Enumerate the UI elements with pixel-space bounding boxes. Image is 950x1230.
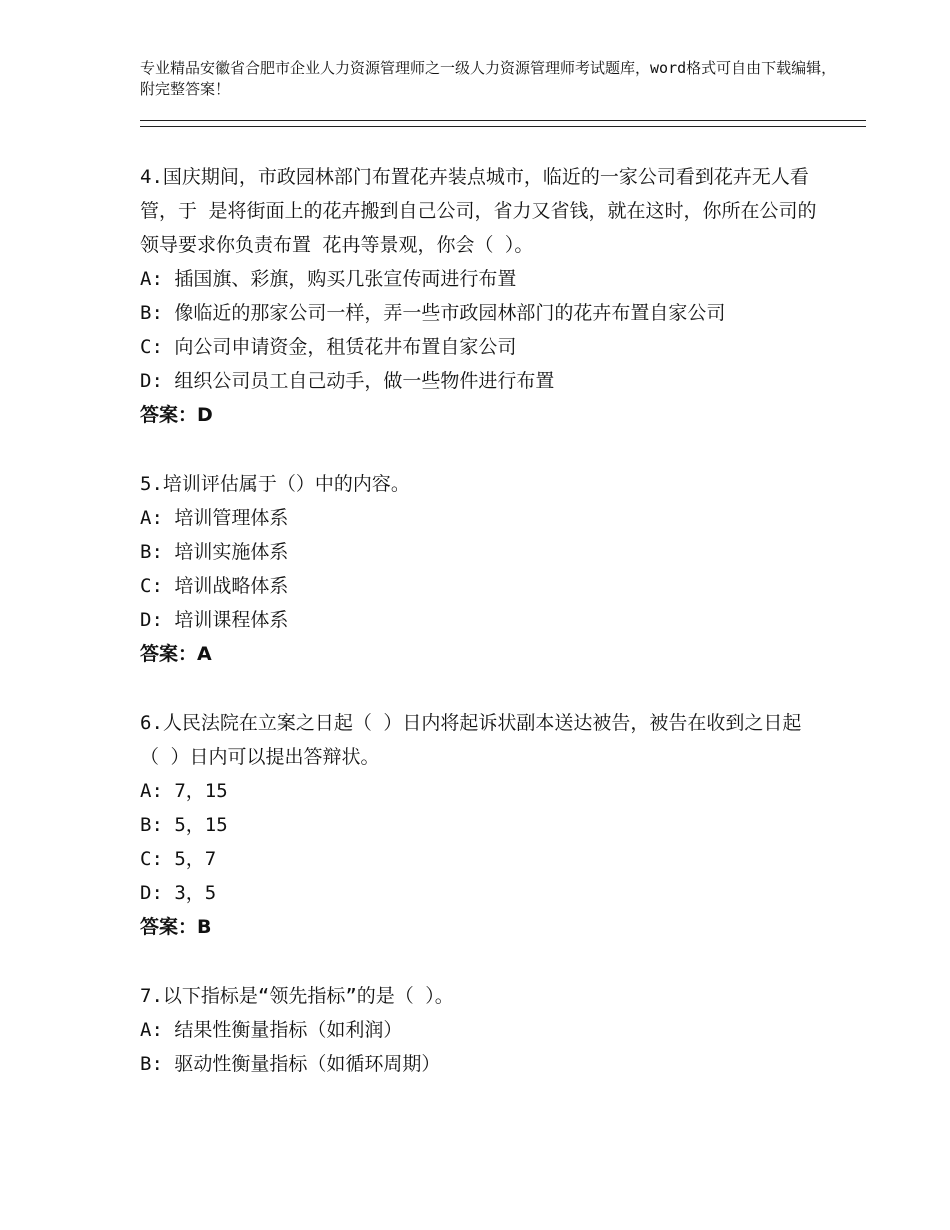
- question-stem: 5.培训评估属于（）中的内容。: [140, 473, 410, 495]
- question-5: [140, 467, 820, 671]
- option-c: C: 向公司申请资金，租赁花井布置自家公司: [140, 336, 517, 358]
- question-spacer: [140, 671, 820, 706]
- option-d: D: 组织公司员工自己动手，做一些物件进行布置: [140, 370, 555, 392]
- option-a: A: 结果性衡量指标（如利润）: [140, 1019, 403, 1041]
- question-list: [140, 160, 820, 1081]
- document-header-title: 专业精品安徽省合肥市企业人力资源管理师之一级人力资源管理师考试题库，word格式可自由下载编辑，附完整答案！: [140, 59, 837, 98]
- question-6: [140, 706, 820, 944]
- option-c: C: 5，7: [140, 848, 217, 870]
- option-b: B: 像临近的那家公司一样，弄一些市政园林部门的花卉布置自家公司: [140, 302, 726, 324]
- option-b: B: 5，15: [140, 814, 228, 836]
- option-a: A: 插国旗、彩旗，购买几张宣传両进行布置: [140, 268, 517, 290]
- answer-label: 答案：A: [140, 643, 212, 665]
- question-4: [140, 160, 820, 432]
- option-a: A: 培训管理体系: [140, 507, 289, 529]
- option-b: B: 驱动性衡量指标（如循环周期）: [140, 1053, 441, 1075]
- option-d: D: 3，5: [140, 882, 217, 904]
- question-spacer: [140, 432, 820, 467]
- question-stem: 6.人民法院在立案之日起（ ）日内将起诉状副本送达被告，被告在收到之日起（ ）日内可以提出答辩状。: [140, 712, 802, 768]
- question-stem: 4.国庆期间，市政园林部门布置花卉装点城市，临近的一家公司看到花卉无人看管，于 是将街面上的花卉搬到自己公司，省力又省钱，就在这时，你所在公司的领导要求你负责布置 花冉等景观，你会（ ）。: [140, 166, 817, 256]
- question-spacer: [140, 944, 820, 979]
- question-7: [140, 979, 820, 1081]
- option-a: A: 7，15: [140, 780, 228, 802]
- header-divider: [140, 120, 866, 127]
- option-d: D: 培训课程体系: [140, 609, 289, 631]
- question-stem: 7.以下指标是“领先指标”的是（ ）。: [140, 985, 454, 1007]
- option-b: B: 培训实施体系: [140, 541, 289, 563]
- answer-label: 答案：D: [140, 404, 213, 426]
- answer-label: 答案：B: [140, 916, 212, 938]
- option-c: C: 培训战略体系: [140, 575, 289, 597]
